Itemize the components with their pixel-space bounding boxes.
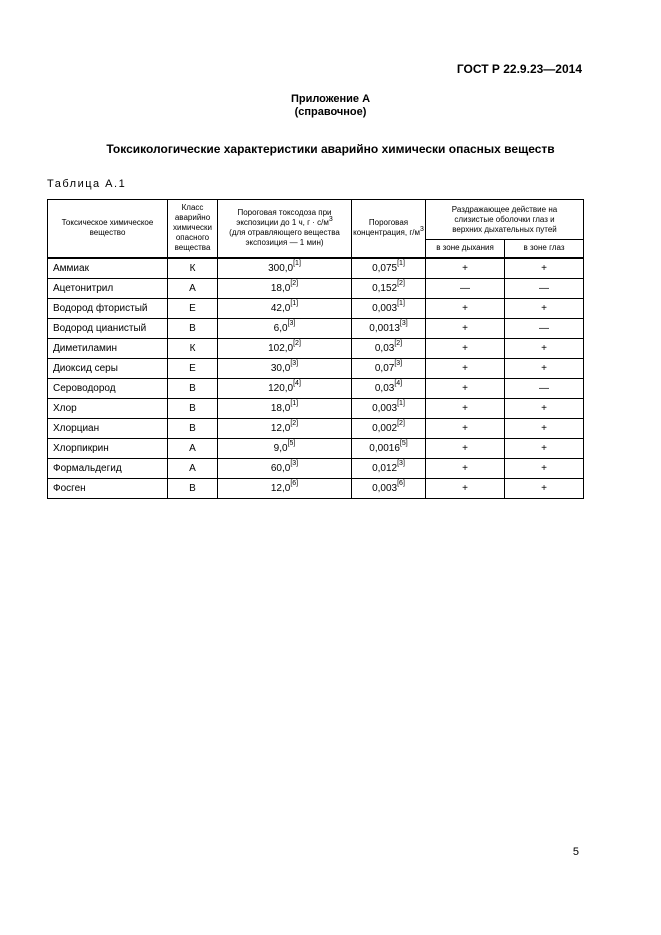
dose-value: 12,0: [270, 482, 291, 494]
dose-reference: [2]: [290, 280, 299, 288]
table-body: [48, 258, 584, 499]
concentration-cell: [352, 398, 426, 418]
dose-reference: [1]: [293, 260, 301, 268]
header-substance: Токсическое химическое вещество: [48, 200, 168, 258]
substance-cell: Хлорциан: [48, 418, 168, 438]
eye-zone-cell: +: [505, 458, 584, 478]
class-cell: А: [168, 458, 218, 478]
concentration-value: 0,003: [372, 482, 398, 494]
substance-cell: Формальдегид: [48, 458, 168, 478]
dose-value: 9,0: [273, 442, 288, 454]
concentration-value: 0,152: [372, 282, 398, 294]
concentration-reference: [1]: [397, 400, 405, 408]
breathing-zone-cell: +: [426, 418, 505, 438]
dose-cell: [218, 278, 352, 298]
concentration-cell: [352, 258, 426, 279]
table-row: [48, 318, 584, 338]
toxicology-table: [47, 199, 584, 499]
concentration-reference: [4]: [394, 380, 403, 388]
concentration-value: 0,03: [374, 382, 395, 394]
eye-zone-cell: +: [505, 258, 584, 279]
breathing-zone-cell: +: [426, 458, 505, 478]
table-row: [48, 398, 584, 418]
class-cell: В: [168, 398, 218, 418]
header-eye-zone: в зоне глаз: [505, 240, 584, 258]
header-breathing-zone: в зоне дыхания: [426, 240, 505, 258]
dose-cell: [218, 298, 352, 318]
breathing-zone-cell: +: [426, 298, 505, 318]
eye-zone-cell: +: [505, 418, 584, 438]
dose-cell: [218, 478, 352, 498]
substance-cell: Диметиламин: [48, 338, 168, 358]
substance-cell: Сероводород: [48, 378, 168, 398]
concentration-reference: [6]: [397, 480, 405, 488]
header-conc-superscript: 3: [419, 225, 424, 233]
concentration-cell: [352, 358, 426, 378]
dose-cell: [218, 338, 352, 358]
dose-value: 18,0: [270, 402, 291, 414]
dose-cell: [218, 378, 352, 398]
substance-cell: Аммиак: [48, 258, 168, 279]
concentration-value: 0,003: [372, 302, 398, 314]
concentration-cell: [352, 378, 426, 398]
class-cell: В: [168, 378, 218, 398]
concentration-cell: [352, 478, 426, 498]
table-row: [48, 298, 584, 318]
concentration-reference: [3]: [397, 460, 405, 468]
dose-value: 18,0: [270, 282, 291, 294]
header-threshold-concentration: [352, 200, 426, 258]
concentration-value: 0,0016: [369, 442, 400, 454]
table-row: [48, 478, 584, 498]
substance-cell: Ацетонитрил: [48, 278, 168, 298]
concentration-cell: [352, 418, 426, 438]
breathing-zone-cell: +: [426, 358, 505, 378]
header-irritant-action: Раздражающее действие на слизистые оболочки глаз и верхних дыхательных путей: [426, 200, 584, 240]
dose-cell: [218, 458, 352, 478]
concentration-cell: [352, 318, 426, 338]
class-cell: К: [168, 338, 218, 358]
breathing-zone-cell: +: [426, 478, 505, 498]
header-threshold-dose: [218, 200, 352, 258]
header-class: Класс аварийно химически опасного вещества: [168, 200, 218, 258]
table-label: Таблица А.1: [47, 178, 127, 190]
eye-zone-cell: —: [505, 278, 584, 298]
dose-reference: [3]: [290, 460, 299, 468]
table-row: [48, 378, 584, 398]
table-row: [48, 418, 584, 438]
class-cell: В: [168, 318, 218, 338]
class-cell: В: [168, 418, 218, 438]
dose-value: 120,0: [268, 382, 294, 394]
page-number: 5: [572, 846, 579, 858]
dose-reference: [2]: [293, 340, 301, 348]
dose-reference: [3]: [290, 360, 299, 368]
dose-value: 60,0: [270, 462, 291, 474]
class-cell: Е: [168, 298, 218, 318]
concentration-cell: [352, 338, 426, 358]
header-dose-superscript: 3: [328, 215, 333, 223]
document-code: ГОСТ Р 22.9.23—2014: [456, 62, 582, 76]
table-row: [48, 258, 584, 279]
concentration-cell: [352, 278, 426, 298]
concentration-reference: [2]: [397, 420, 405, 428]
dose-cell: [218, 258, 352, 279]
appendix-heading: [0, 93, 661, 119]
concentration-reference: [3]: [399, 320, 408, 328]
eye-zone-cell: +: [505, 398, 584, 418]
concentration-value: 0,002: [372, 422, 398, 434]
dose-cell: [218, 438, 352, 458]
dose-reference: [5]: [287, 440, 296, 448]
substance-cell: Фосген: [48, 478, 168, 498]
dose-value: 102,0: [268, 342, 294, 354]
dose-reference: [3]: [287, 320, 296, 328]
appendix-subtitle: (справочное): [294, 106, 367, 118]
dose-value: 6,0: [273, 322, 288, 334]
concentration-value: 0,003: [372, 402, 398, 414]
breathing-zone-cell: +: [426, 398, 505, 418]
dose-value: 12,0: [270, 422, 291, 434]
breathing-zone-cell: +: [426, 438, 505, 458]
dose-value: 42,0: [270, 302, 291, 314]
header-conc-prefix: Пороговая концентрация, г/м: [353, 218, 420, 238]
header-dose-suffix: (для отравляющего вещества экспозиция — 1 мин): [229, 228, 340, 248]
table-row: [48, 278, 584, 298]
concentration-reference: [3]: [394, 360, 403, 368]
table-row: [48, 438, 584, 458]
concentration-value: 0,012: [372, 462, 398, 474]
eye-zone-cell: —: [505, 318, 584, 338]
eye-zone-cell: —: [505, 378, 584, 398]
substance-cell: Водород цианистый: [48, 318, 168, 338]
eye-zone-cell: +: [505, 298, 584, 318]
concentration-reference: [2]: [394, 340, 403, 348]
class-cell: А: [168, 278, 218, 298]
appendix-title: Приложение А: [290, 93, 371, 105]
breathing-zone-cell: +: [426, 318, 505, 338]
concentration-cell: [352, 438, 426, 458]
eye-zone-cell: +: [505, 338, 584, 358]
substance-cell: Хлорпикрин: [48, 438, 168, 458]
dose-reference: [1]: [290, 400, 299, 408]
section-title: Токсикологические характеристики аварийно химически опасных веществ: [106, 142, 555, 156]
breathing-zone-cell: +: [426, 338, 505, 358]
dose-cell: [218, 398, 352, 418]
concentration-cell: [352, 458, 426, 478]
concentration-reference: [2]: [397, 280, 405, 288]
concentration-value: 0,07: [374, 362, 395, 374]
breathing-zone-cell: +: [426, 258, 505, 279]
dose-cell: [218, 318, 352, 338]
class-cell: Е: [168, 358, 218, 378]
concentration-value: 0,0013: [369, 322, 400, 334]
dose-reference: [2]: [290, 420, 299, 428]
breathing-zone-cell: —: [426, 278, 505, 298]
concentration-value: 0,075: [372, 262, 398, 274]
dose-value: 30,0: [270, 362, 291, 374]
class-cell: А: [168, 438, 218, 458]
dose-reference: [6]: [290, 480, 299, 488]
concentration-reference: [1]: [397, 260, 405, 268]
substance-cell: Хлор: [48, 398, 168, 418]
concentration-value: 0,03: [374, 342, 395, 354]
dose-cell: [218, 418, 352, 438]
eye-zone-cell: +: [505, 478, 584, 498]
concentration-reference: [5]: [399, 440, 408, 448]
substance-cell: Водород фтористый: [48, 298, 168, 318]
class-cell: К: [168, 258, 218, 279]
table-row: [48, 338, 584, 358]
table-row: [48, 458, 584, 478]
dose-value: 300,0: [268, 262, 294, 274]
dose-reference: [1]: [290, 300, 299, 308]
eye-zone-cell: +: [505, 358, 584, 378]
concentration-reference: [1]: [397, 300, 405, 308]
table-row: [48, 358, 584, 378]
class-cell: В: [168, 478, 218, 498]
breathing-zone-cell: +: [426, 378, 505, 398]
dose-cell: [218, 358, 352, 378]
header-dose-prefix: Пороговая токсодоза при экспозиции до 1 ч, г · с/м: [236, 208, 332, 228]
substance-cell: Диоксид серы: [48, 358, 168, 378]
eye-zone-cell: +: [505, 438, 584, 458]
concentration-cell: [352, 298, 426, 318]
dose-reference: [4]: [293, 380, 301, 388]
